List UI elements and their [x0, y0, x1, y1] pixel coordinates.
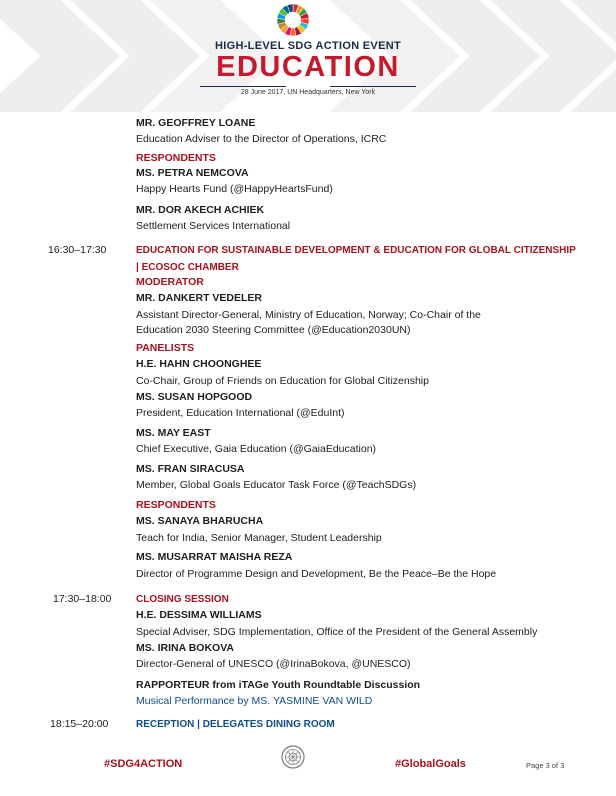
- speaker-name: MR. GEOFFREY LOANE: [136, 117, 256, 129]
- speaker-name: H.E. DESSIMA WILLIAMS: [136, 609, 262, 621]
- speaker-role: Chief Executive, Gaia Education (@GaiaEducation): [136, 443, 377, 455]
- speaker-role: Education 2030 Steering Committee (@Education2030UN): [136, 324, 411, 336]
- speaker-name: MS. IRINA BOKOVA: [136, 642, 235, 654]
- speaker-name: MS. MUSARRAT MAISHA REZA: [136, 551, 293, 563]
- reception-label: RECEPTION: [136, 719, 195, 730]
- sdg-wheel-icon: [276, 3, 310, 37]
- speaker-name: MR. DANKERT VEDELER: [136, 292, 263, 304]
- music-prefix: Musical Performance by: [136, 695, 252, 707]
- speaker-name: MS. PETRA NEMCOVA: [136, 167, 249, 179]
- speaker-name: MS. SUSAN HOPGOOD: [136, 391, 253, 403]
- page-header: [0, 0, 616, 112]
- moderator-label: MODERATOR: [136, 276, 204, 288]
- speaker-role: Teach for India, Senior Manager, Student Leadership: [136, 532, 382, 544]
- page-number: Page 3 of 3: [526, 761, 565, 770]
- speaker-name: MS. SANAYA BHARUCHA: [136, 515, 264, 527]
- speaker-role: President, Education International (@EduInt): [136, 407, 345, 419]
- speaker-name: MR. DOR AKECH ACHIEK: [136, 204, 265, 216]
- event-title: EDUCATION: [216, 51, 400, 83]
- speaker-name: MS. FRAN SIRACUSA: [136, 463, 245, 475]
- session-title: EDUCATION FOR SUSTAINABLE DEVELOPMENT & EDUCATION FOR GLOBAL CITIZENSHIP: [136, 245, 576, 256]
- reception-room: | DELEGATES DINING ROOM: [197, 719, 335, 730]
- musical-performance-line: [136, 695, 372, 708]
- session-room: | ECOSOC CHAMBER: [136, 262, 239, 273]
- respondents-label: RESPONDENTS: [136, 499, 216, 511]
- speaker-role: Education Adviser to the Director of Operations, ICRC: [136, 133, 387, 145]
- speaker-role: Settlement Services International: [136, 220, 291, 232]
- speaker-role: Co-Chair, Group of Friends on Education for Global Citizenship: [136, 375, 429, 387]
- rapporteur-line: RAPPORTEUR from iTAGe Youth Roundtable Discussion: [136, 679, 421, 691]
- hashtag-globalgoals: #GlobalGoals: [395, 758, 466, 770]
- hashtag-sdg4action: #SDG4ACTION: [104, 758, 183, 770]
- speaker-role: Assistant Director-General, Ministry of Education, Norway; Co-Chair of the: [136, 309, 481, 321]
- panelists-label: PANELISTS: [136, 342, 195, 354]
- reception-line: [136, 718, 335, 731]
- speaker-role: Happy Hearts Fund (@HappyHeartsFund): [136, 183, 333, 195]
- reception-time: 18:15–20:00: [50, 718, 109, 730]
- header-rule-right: [330, 86, 416, 87]
- speaker-name: MS. MAY EAST: [136, 427, 211, 439]
- session-time: 17:30–18:00: [53, 593, 112, 605]
- un-emblem-icon: [280, 744, 306, 770]
- speaker-role: Director of Programme Design and Development, Be the Peace–Be the Hope: [136, 568, 497, 580]
- speaker-role: Member, Global Goals Educator Task Force (@TeachSDGs): [136, 479, 417, 491]
- event-subtitle: HIGH-LEVEL SDG ACTION EVENT: [215, 40, 401, 52]
- session-time: 16:30–17:30: [48, 244, 107, 256]
- speaker-role: Director-General of UNESCO (@IrinaBokova, @UNESCO): [136, 658, 411, 670]
- speaker-name: H.E. HAHN CHOONGHEE: [136, 358, 262, 370]
- respondents-label: RESPONDENTS: [136, 152, 216, 164]
- session-title: CLOSING SESSION: [136, 594, 229, 605]
- header-rule-left: [200, 86, 286, 87]
- event-date: 28 June 2017, UN Headquarters, New York: [240, 89, 376, 96]
- performer-name: MS. YASMINE VAN WILD: [251, 695, 373, 707]
- speaker-role: Special Adviser, SDG Implementation, Office of the President of the General Assembly: [136, 626, 538, 638]
